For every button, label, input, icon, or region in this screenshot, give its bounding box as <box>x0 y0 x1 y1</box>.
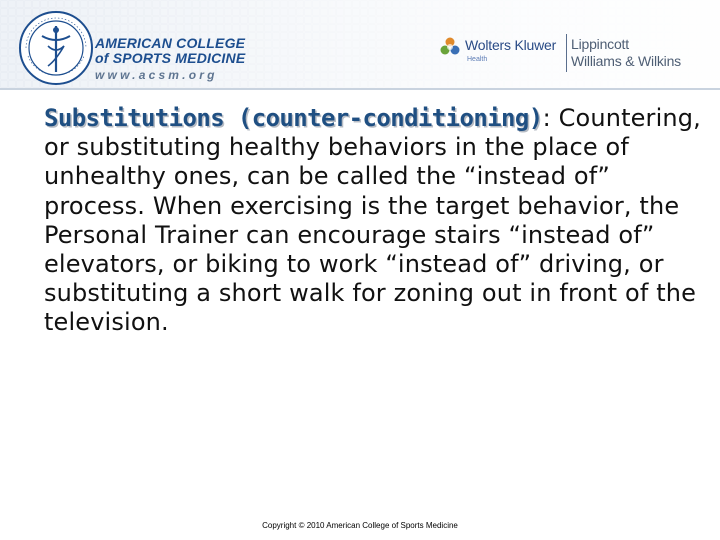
acsm-seal-logo <box>18 10 94 86</box>
header-divider <box>0 88 720 90</box>
acsm-url: www.acsm.org <box>95 68 218 82</box>
acsm-name-line1: AMERICAN COLLEGE <box>95 35 246 51</box>
wolters-kluwer-name: Wolters Kluwer <box>465 37 557 53</box>
wolters-kluwer-mark-icon <box>439 36 461 58</box>
wolters-kluwer-health: Health <box>467 56 488 63</box>
slide-header <box>0 0 720 90</box>
copyright-footer: Copyright © 2010 American College of Sports Medicine <box>262 521 458 530</box>
acsm-wordmark <box>95 36 245 82</box>
lww-name-line1: Lippincott <box>571 36 629 52</box>
slide-body: Countering, or substituting healthy behaviors in the place of unhealthy ones, can be called the “instead of” process. When exercising is the target behavior, the Personal Trainer can encourage stairs “instead of” elevators, or biking to work “instead of” driving, or substituting a short walk for zoning out in front of the television. <box>44 104 701 337</box>
slide-body-text <box>44 104 704 338</box>
slide-term: Substitutions (counter-conditioning) <box>44 104 543 132</box>
publisher-logo <box>439 34 709 74</box>
acsm-name-line2: of SPORTS MEDICINE <box>95 50 246 66</box>
lww-name-line2: Williams & Wilkins <box>571 53 681 69</box>
publisher-divider <box>566 34 567 72</box>
slide-term-colon: : <box>542 104 551 132</box>
